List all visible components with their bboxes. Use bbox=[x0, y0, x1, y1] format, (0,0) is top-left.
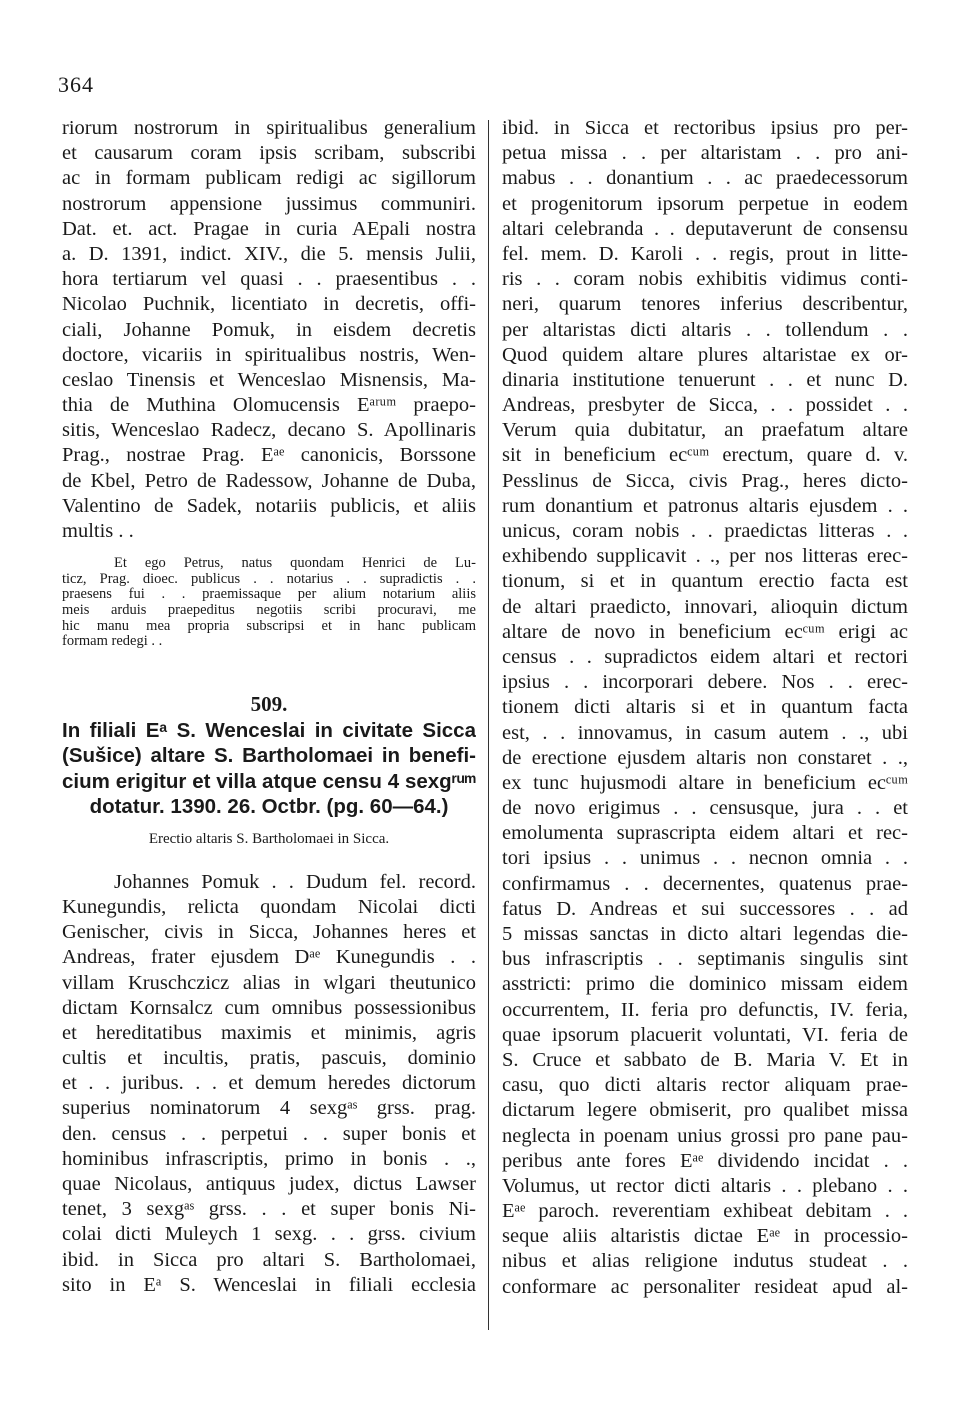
text-line: ac in formam publicam redigi ac sigillorum bbox=[62, 167, 476, 190]
text-line: Eᵃᵉ paroch. reverentiam exhibeat debitam . . bbox=[502, 1200, 908, 1223]
text-line: Nicolao Puchnik, licentiato in decretis, offi- bbox=[62, 293, 476, 316]
notarial-line: Et ego Petrus, natus quondam Henrici de Lu- bbox=[114, 556, 476, 572]
text-line: ciali, Johanne Pomuk, in eisdem decretis bbox=[62, 318, 476, 341]
text-line: cultis et incultis, pratis, pascuis, dominio bbox=[62, 1047, 476, 1070]
text-line: thia de Muthina Olomucensis Eᵃʳᵘᵐ praepo- bbox=[62, 394, 476, 417]
text-line: colai dicti Muleych 1 sexg. . . grss. civium bbox=[62, 1223, 476, 1246]
text-line: ibid. in Sicca pro altari S. Bartholomaei, bbox=[62, 1248, 476, 1271]
text-line: quae ipsorum placuerit voluntati, VI. feria de bbox=[502, 1023, 908, 1046]
opening-text bbox=[62, 870, 476, 1298]
text-line: a. D. 1391, indict. XIV., die 5. mensis Julii, bbox=[62, 242, 476, 265]
document-subtitle: Erectio altaris S. Bartholomaei in Sicca. bbox=[148, 830, 390, 847]
text-line: conformare ac personaliter resideat apud al- bbox=[502, 1275, 908, 1298]
column-divider bbox=[488, 120, 489, 1330]
text-line: altare de novo in beneficium ecᶜᵘᵐ erigi ac bbox=[502, 620, 908, 643]
text-line: de novo erigimus . . censusque, jura . . et bbox=[502, 797, 908, 820]
text-line: Valentino de Sadek, notariis publicis, et aliis bbox=[62, 494, 476, 517]
text-line: et hereditatibus maximis et minimis, agris bbox=[62, 1021, 476, 1044]
text-line: sit in beneficium ecᶜᵘᵐ erectum, quare d. v. bbox=[502, 444, 908, 467]
text-line: tenet, 3 sexgᵃˢ grss. . . et super bonis Ni- bbox=[62, 1198, 476, 1221]
text-line: quae Nicolaus, antiquus judex, dictus Lawser bbox=[62, 1173, 476, 1195]
text-line: de erectione ejusdem altaris non constaret . ., bbox=[502, 746, 908, 769]
text-line: hominibus infrascriptis, primo in bonis . ., bbox=[62, 1147, 476, 1170]
text-line: confirmamus . . decernentes, quatenus prae- bbox=[502, 872, 908, 895]
text-line: emolumenta suprascripta eidem altari et rec- bbox=[502, 822, 908, 845]
text-line: sito in Eᵃ S. Wenceslai in filiali ecclesia bbox=[62, 1273, 476, 1296]
heading-line: (Sušice) altare S. Bartholomaei in benefi- bbox=[62, 744, 476, 768]
text-line: dinaria institutione tenuerunt . . et nunc D. bbox=[502, 368, 908, 391]
text-line: neglecta in poenam unius grossi pro pane pau- bbox=[502, 1124, 908, 1147]
text-line: tionem dicti altaris si et in quantum facta bbox=[502, 696, 908, 719]
text-line: neri, quarum tenores inferius describentur, bbox=[502, 293, 908, 316]
text-line: occurrentem, II. feria pro defunctis, IV. feria, bbox=[502, 998, 908, 1021]
right-column bbox=[502, 116, 908, 1300]
text-line: Johannes Pomuk . . Dudum fel. record. bbox=[114, 870, 476, 893]
text-line: petua missa . . per altaristam . . pro ani- bbox=[502, 142, 908, 165]
text-line: tionum, si et in quantum erectio facta est bbox=[502, 570, 908, 593]
text-line: ipsius . . incorporari debere. Nos . . erec- bbox=[502, 671, 908, 694]
text-line: fatus D. Andreas et sui successores . . ad bbox=[502, 897, 908, 920]
text-line: de Kbel, Petro de Radessow, Johanne de Duba, bbox=[62, 469, 476, 492]
text-line: Andreas, presbyter de Sicca, . . possidet . . bbox=[502, 394, 908, 417]
heading-line: In filiali Eᵃ S. Wenceslai in civitate Sicca bbox=[62, 718, 476, 742]
text-line: casu, quo dicti altaris rector aliquam prae- bbox=[502, 1074, 908, 1097]
text-line: dictarum legere obmiserit, pro qualibet missa bbox=[502, 1099, 908, 1122]
notarial-line: hic manu mea propria subscripsi et in hanc publicam bbox=[62, 618, 476, 634]
document-heading bbox=[62, 718, 476, 820]
text-line: per altaristas dicti altaris . . tollendum . . bbox=[502, 318, 908, 341]
text-line: S. Cruce et sabbato de B. Maria V. Et in bbox=[502, 1048, 908, 1071]
text-line: ris . . coram nobis exhibitis vidimus conti- bbox=[502, 268, 908, 291]
text-line: asstricti: primo die dominico missam eidem bbox=[502, 973, 908, 996]
text-line: sitis, Wenceslao Radecz, decano S. Apollinaris bbox=[62, 419, 476, 442]
text-line: Genischer, civis in Sicca, Johannes heres et bbox=[62, 921, 476, 944]
text-line: superius nominatorum 4 sexgᵃˢ grss. prag. bbox=[62, 1097, 476, 1120]
notarial-line: ticz, Prag. dioec. publicus . . notarius . . supradictis . . bbox=[62, 571, 476, 587]
text-line: de altari praedicto, innovari, alioquin dictum bbox=[502, 595, 908, 618]
text-line: Pesslinus de Sicca, civis Prag., heres dicto- bbox=[502, 469, 908, 492]
document-number: 509. bbox=[250, 691, 288, 716]
text-line: peribus ante fores Eᵃᵉ dividendo incidat . . bbox=[502, 1149, 908, 1172]
text-line: villam Kruschczicz alias in wlgari theutunico bbox=[62, 971, 476, 994]
text-line: dictam Kornsalcz cum omnibus possessionibus bbox=[62, 996, 476, 1019]
text-line: et progenitorum ipsorum perpetue in eodem bbox=[502, 192, 908, 215]
text-line: fel. mem. D. Karoli . . regis, prout in litte- bbox=[502, 242, 908, 265]
text-line: bus infrascriptis . . septimanis singulis sint bbox=[502, 948, 908, 971]
text-line: Quod quidem altare plures altaristae ex or- bbox=[502, 343, 908, 366]
text-line: Prag., nostrae Prag. Eᵃᵉ canonicis, Borssone bbox=[62, 444, 476, 467]
text-line: exhibendo supplicavit . ., per nos litteras erec- bbox=[502, 545, 908, 568]
text-line: multis . . bbox=[62, 520, 134, 542]
text-line: mabus . . donantium . . ac praedecessorum bbox=[502, 167, 908, 190]
notarial-line: praesens fui . . praemissaque per alium notarium aliis bbox=[62, 587, 476, 603]
text-line: ibid. in Sicca et rectoribus ipsius pro per- bbox=[502, 117, 908, 139]
text-line: riorum nostrorum in spiritualibus generalium bbox=[62, 117, 476, 139]
text-line: den. census . . perpetui . . super bonis et bbox=[62, 1122, 476, 1145]
continuation-text bbox=[62, 116, 476, 544]
text-line: Kunegundis, relicta quondam Nicolai dicti bbox=[62, 895, 476, 918]
text-line: 5 missas sanctas in dicto altari legendas die- bbox=[502, 923, 908, 945]
heading-line: dotatur. 1390. 26. Octbr. (pg. 60—64.) bbox=[89, 795, 449, 819]
left-column bbox=[62, 116, 476, 1298]
notarial-line: meis arduis praepeditus negotiis scribi procuravi, me bbox=[62, 602, 476, 618]
text-line: seque aliis altaristis dictae Eᵃᵉ in processio- bbox=[502, 1225, 908, 1248]
right-column-text bbox=[502, 116, 908, 1300]
text-line: est, . . innovamus, in casum autem . ., ubi bbox=[502, 721, 908, 744]
heading-line: cium erigitur et villa atque censu 4 sexgʳᵘᵐ bbox=[62, 769, 476, 793]
text-line: ex tunc hujusmodi altare in beneficium ecᶜᵘᵐ bbox=[502, 771, 908, 794]
text-line: Volumus, ut rector dicti altaris . . plebano . . bbox=[502, 1174, 908, 1197]
text-line: rum donantium et patronus altaris ejusdem . . bbox=[502, 494, 908, 517]
text-line: Andreas, frater ejusdem Dᵃᵉ Kunegundis . . bbox=[62, 946, 476, 969]
text-line: doctore, vicariis in spiritualibus nostris, Wen- bbox=[62, 343, 476, 366]
text-line: altari celebranda . . deputaverunt de consensu bbox=[502, 217, 908, 240]
text-line: census . . supradictos eidem altari et rectori bbox=[502, 645, 908, 668]
text-line: et . . juribus. . . et demum heredes dictorum bbox=[62, 1072, 476, 1095]
text-line: tori ipsius . . unimus . . necnon omnia . . bbox=[502, 847, 908, 870]
notarial-subscription bbox=[62, 556, 476, 650]
text-line: ceslao Tinensis et Wenceslao Misnensis, Ma- bbox=[62, 368, 476, 391]
text-line: nostrorum appensione jussimus communiri. bbox=[62, 192, 476, 215]
page-number: 364 bbox=[58, 72, 94, 97]
text-line: unicus, coram nobis . . praedictas litteras . . bbox=[502, 520, 908, 542]
text-line: et causarum coram ipsis scribam, subscribi bbox=[62, 142, 476, 165]
text-line: nibus et alias religione indutus studeat . . bbox=[502, 1250, 908, 1273]
text-line: Verum quia dubitatur, an praefatum altare bbox=[502, 419, 908, 442]
notarial-line: formam redegi . . bbox=[62, 634, 163, 650]
text-line: Dat. et. act. Pragae in curia AEpali nostra bbox=[62, 217, 476, 240]
text-line: hora tertiarum vel quasi . . praesentibus . . bbox=[62, 268, 476, 291]
